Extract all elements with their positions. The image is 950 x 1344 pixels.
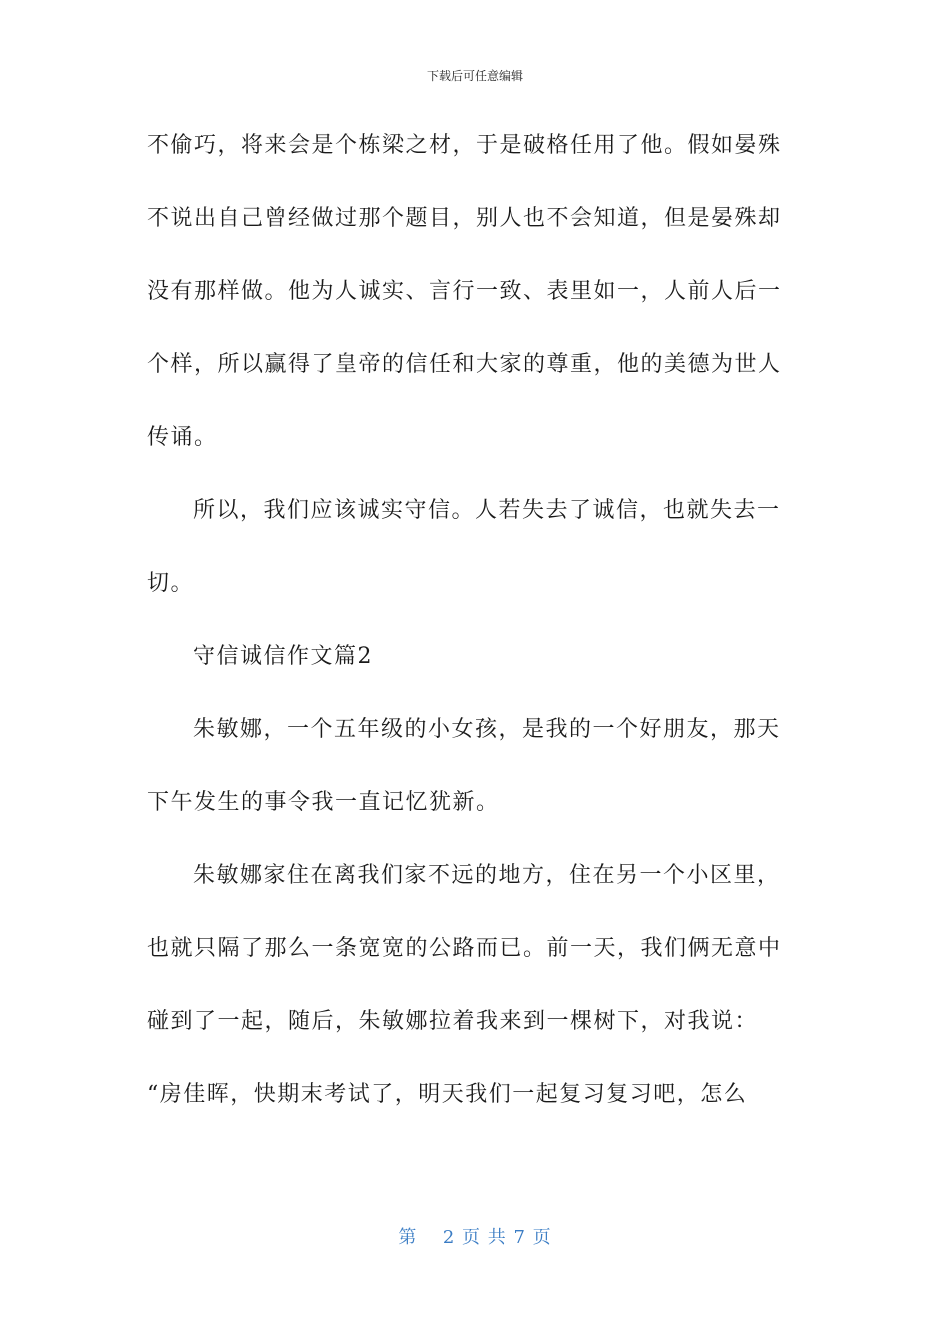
footer-middle: 页 共 bbox=[462, 1227, 507, 1248]
footer-prefix: 第 bbox=[398, 1227, 418, 1248]
footer-current-page: 2 bbox=[442, 1227, 456, 1248]
page-header: 下载后可任意编辑 bbox=[426, 69, 523, 83]
page-footer bbox=[0, 1226, 950, 1250]
footer-total-pages: 7 bbox=[513, 1227, 526, 1248]
body-line: 也就只隔了那么一条宽宽的公路而已。前一天，我们俩无意中 bbox=[147, 936, 782, 961]
body-line: 朱敏娜，一个五年级的小女孩，是我的一个好朋友，那天 bbox=[193, 717, 781, 742]
body-line: 朱敏娜家住在离我们家不远的地方，住在另一个小区里， bbox=[193, 863, 781, 888]
body-line: 切。 bbox=[147, 571, 195, 596]
section-heading: 守信诚信作文篇2 bbox=[193, 644, 373, 669]
footer-suffix: 页 bbox=[532, 1227, 552, 1248]
body-line: 传诵。 bbox=[147, 425, 218, 450]
body-line: 碰到了一起，随后，朱敏娜拉着我来到一棵树下，对我说： bbox=[147, 1009, 759, 1034]
body-text bbox=[147, 118, 797, 1140]
body-line: 所以，我们应该诚实守信。人若失去了诚信，也就失去一 bbox=[193, 498, 781, 523]
body-line: 不偷巧，将来会是个栋梁之材，于是破格任用了他。假如晏殊 bbox=[147, 133, 782, 158]
body-line: 没有那样做。他为人诚实、言行一致、表里如一，人前人后一 bbox=[147, 279, 782, 304]
body-line: 个样，所以赢得了皇帝的信任和大家的尊重，他的美德为世人 bbox=[147, 352, 782, 377]
body-line: 下午发生的事令我一直记忆犹新。 bbox=[147, 790, 500, 815]
body-line: “房佳晖，快期末考试了，明天我们一起复习复习吧，怎么 bbox=[147, 1082, 748, 1107]
body-line: 不说出自己曾经做过那个题目，别人也不会知道，但是晏殊却 bbox=[147, 206, 782, 231]
